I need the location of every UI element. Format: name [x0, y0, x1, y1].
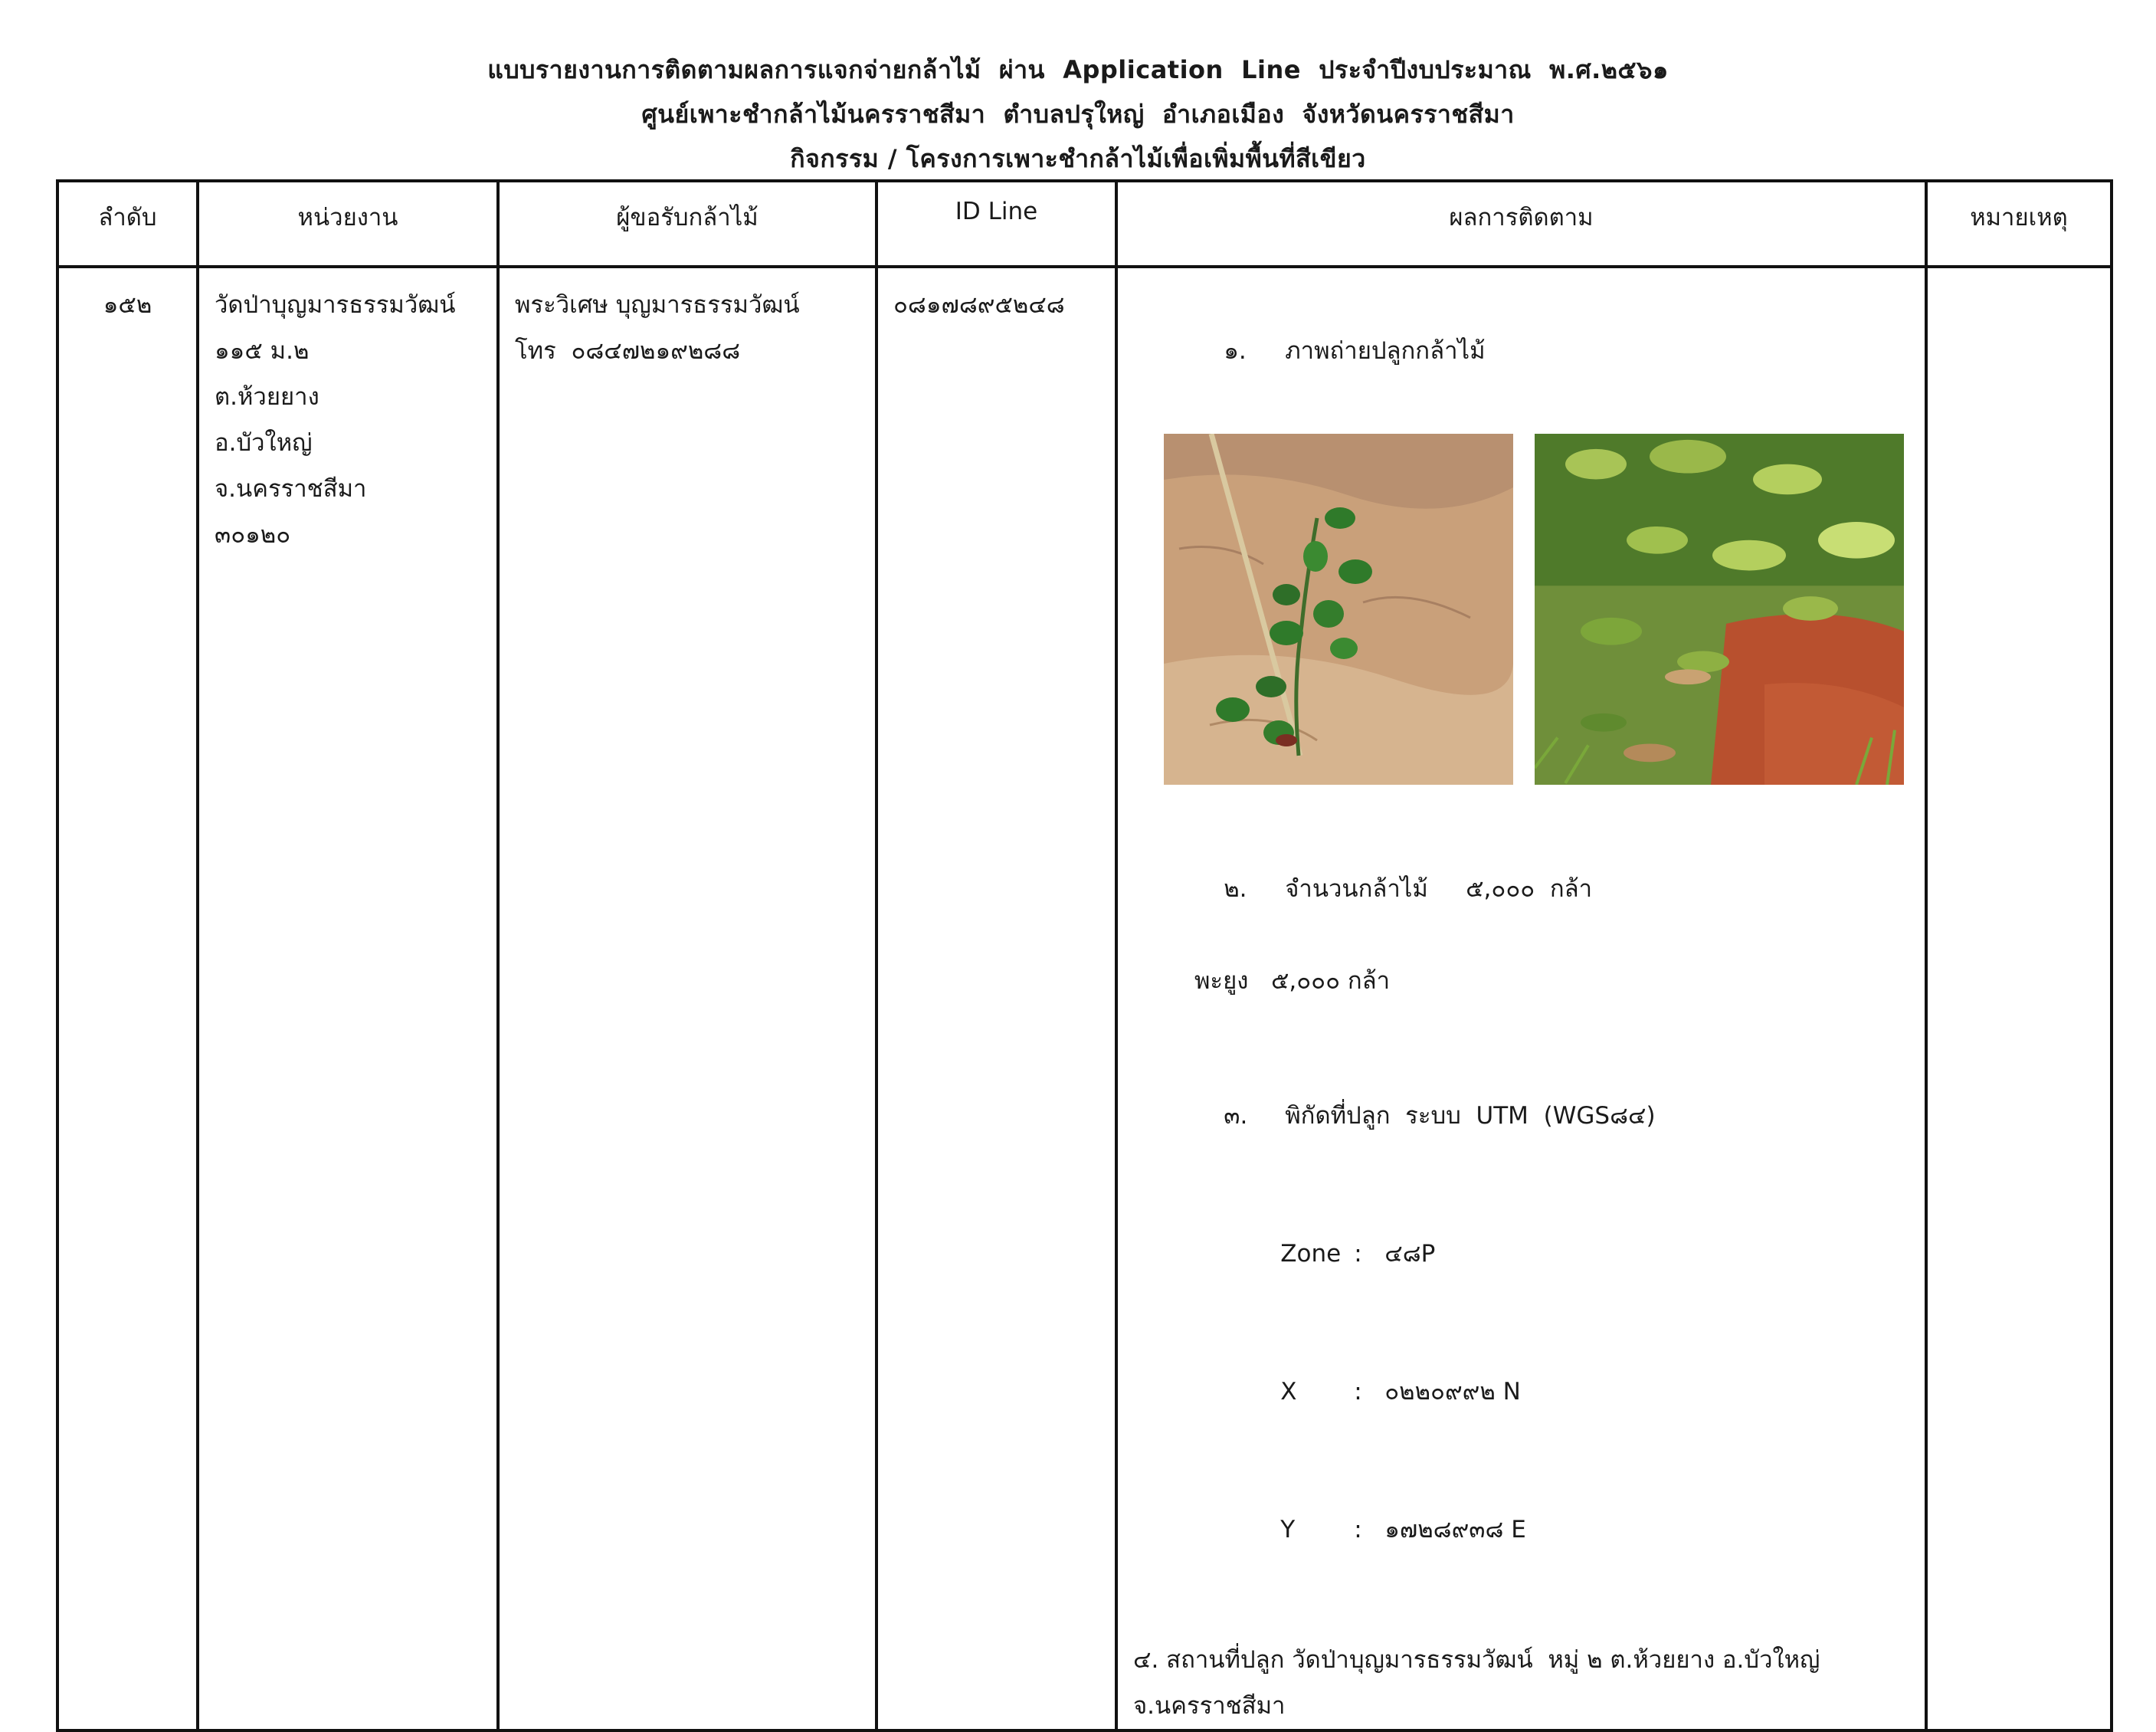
- header-remark: หมายเหตุ: [1926, 181, 2112, 267]
- result-item-1: [1133, 282, 1909, 420]
- result-item-3-text: พิกัดที่ปลูก ระบบ UTM (WGS๘๔): [1285, 1102, 1656, 1130]
- cell-id-line: [876, 267, 1116, 1730]
- order-value: ๑๕๒: [103, 291, 152, 319]
- utm-x-label: X: [1280, 1378, 1297, 1406]
- result-item-2-species: พะยูง ๕,๐๐๐ กล้า: [1194, 967, 1391, 995]
- seedling-photo-1: [1164, 434, 1513, 785]
- utm-zone-value: ๔๘P: [1384, 1240, 1436, 1268]
- report-title: แบบรายงานการติดตามผลการแจกจ่ายกล้าไม้ ผ่าน Application Line ประจำปีงบประมาณ พ.ศ.๒๕๖๑: [487, 55, 1669, 84]
- recipient-name: พระวิเศษ บุญมารธรรมวัฒน์: [515, 291, 800, 319]
- result-item-3: [1133, 1047, 1909, 1185]
- cell-order: [57, 267, 198, 1730]
- utm-x: [1133, 1323, 1909, 1461]
- seedling-photo-2: [1535, 434, 1904, 785]
- agency-address-moo: ๑๑๕ ม.๒: [215, 337, 310, 365]
- utm-y: [1133, 1461, 1909, 1599]
- utm-zone-label: Zone: [1280, 1240, 1342, 1268]
- result-item-4-line1: ๔. สถานที่ปลูก วัดป่าบุญมารธรรมวัฒน์ หมู่ ๒ ต.ห้วยยาง อ.บัวใหญ่: [1133, 1646, 1820, 1674]
- cell-recipient: [498, 267, 876, 1730]
- utm-zone: [1133, 1185, 1909, 1323]
- result-item-2-number: ๒.: [1224, 875, 1247, 903]
- result-item-3-number: ๓.: [1224, 1102, 1248, 1130]
- header-agency: หน่วยงาน: [198, 181, 498, 267]
- table-header-row: [57, 181, 2112, 267]
- id-line-value: ๐๘๑๗๘๙๕๒๔๘: [893, 291, 1065, 319]
- remark-value: [1928, 268, 2110, 282]
- utm-zone-sep: :: [1354, 1240, 1362, 1268]
- utm-x-sep: :: [1354, 1378, 1362, 1406]
- header-result: ผลการติดตาม: [1116, 181, 1926, 267]
- table-row: [57, 267, 2112, 1730]
- agency-district: อ.บัวใหญ่: [215, 429, 313, 457]
- utm-y-label: Y: [1280, 1516, 1296, 1543]
- result-item-1-number: ๑.: [1224, 337, 1247, 365]
- result-item-2-text: จำนวนกล้าไม้ ๕,๐๐๐ กล้า: [1285, 875, 1593, 903]
- utm-y-sep: :: [1354, 1516, 1362, 1543]
- agency-province: จ.นครราชสีมา: [215, 475, 367, 503]
- recipient-phone: โทร ๐๘๔๗๒๑๙๒๘๘: [515, 337, 741, 365]
- result-item-4-line2: จ.นครราชสีมา: [1133, 1692, 1286, 1720]
- agency-postcode: ๓๐๑๒๐: [215, 521, 291, 549]
- header-recipient: ผู้ขอรับกล้าไม้: [498, 181, 876, 267]
- report-header: [0, 48, 2156, 181]
- result-item-1-text: ภาพถ่ายปลูกกล้าไม้: [1285, 337, 1486, 365]
- utm-y-value: ๑๗๒๘๙๓๘ E: [1384, 1516, 1526, 1543]
- photo-row: [1164, 434, 1909, 785]
- report-table: [56, 179, 2113, 1732]
- agency-subdistrict: ต.ห้วยยาง: [215, 383, 319, 411]
- result-item-2: [1133, 820, 1909, 958]
- report-subtitle-activity: กิจกรรม / โครงการเพาะชำกล้าไม้เพื่อเพิ่มพื้นที่สีเขียว: [790, 144, 1366, 173]
- utm-x-value: ๐๒๒๐๙๙๒ N: [1384, 1378, 1521, 1406]
- report-subtitle-center: ศูนย์เพาะชำกล้าไม้นครราชสีมา ตำบลปรุใหญ่ อำเภอเมือง จังหวัดนครราชสีมา: [641, 100, 1515, 129]
- agency-name: วัดป่าบุญมารธรรมวัฒน์: [215, 291, 456, 319]
- cell-result: [1116, 267, 1926, 1730]
- header-id-line: ID Line: [876, 181, 1116, 267]
- header-order: ลำดับ: [57, 181, 198, 267]
- cell-agency: [198, 267, 498, 1730]
- cell-remark: [1926, 267, 2112, 1730]
